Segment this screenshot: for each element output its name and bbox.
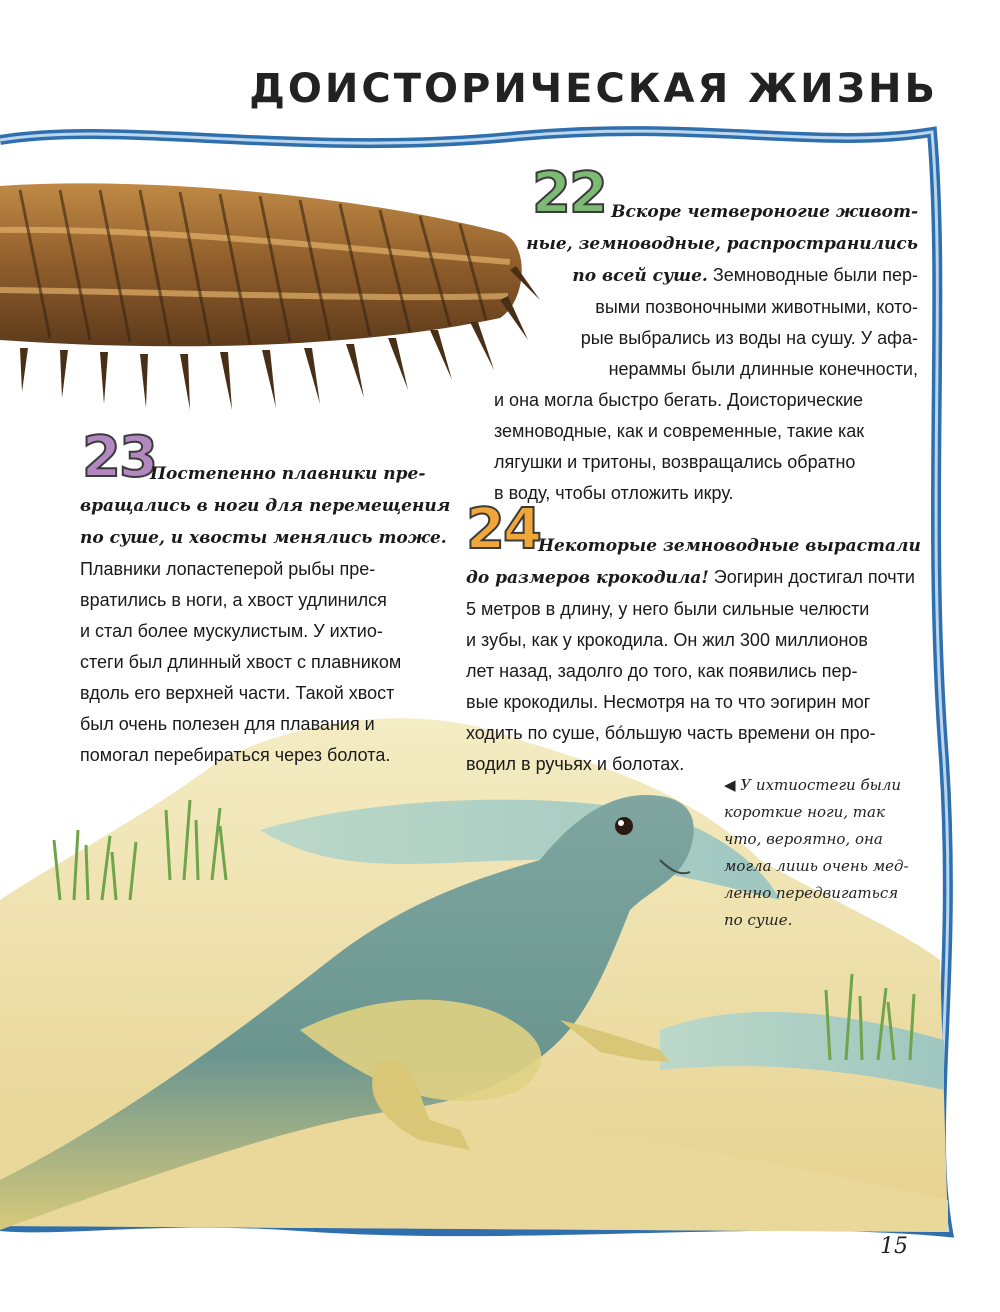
fact-line: помогал перебираться через болота.	[80, 745, 391, 765]
fact-line: вые крокодилы. Несмотря на то что эогирин мог	[466, 692, 871, 712]
fact-line: стеги был длинный хвост с плавником	[80, 652, 402, 672]
fact-24-number: 24	[466, 497, 540, 562]
fact-24-text	[466, 530, 926, 780]
caption-line: что, вероятно, она	[724, 830, 883, 848]
fact-line: по суше, и хвосты менялись тоже.	[80, 528, 447, 548]
fact-line: земноводные, как и современные, такие как	[494, 421, 865, 441]
fact-line: в воду, чтобы отложить икру.	[494, 483, 734, 503]
illustration-caption	[724, 772, 909, 934]
fact-line: до размеров крокодила! Эогирин достигал почти	[466, 567, 915, 588]
millipede-illustration	[0, 183, 540, 410]
fact-line: вратились в ноги, а хвост удлинился	[80, 590, 387, 610]
caption-line: ◀ У ихтиостеги были	[724, 776, 902, 794]
fact-line: нераммы были длинные конечности,	[608, 359, 918, 379]
fact-23-number: 23	[82, 425, 156, 490]
fact-line: рые выбрались из воды на сушу. У афа-	[580, 328, 918, 348]
fact-line: вращались в ноги для перемещения	[80, 496, 451, 516]
fact-line: Вскоре четвероногие живот-	[611, 202, 918, 222]
section-title: ДОИСТОРИЧЕСКАЯ ЖИЗНЬ	[249, 66, 938, 112]
fact-line: и она могла быстро бегать. Доисторические	[494, 390, 864, 410]
caption-line: по суше.	[724, 911, 793, 929]
fact-line: Постепенно плавники пре-	[150, 464, 426, 484]
page-number: 15	[880, 1234, 908, 1259]
fact-line: и зубы, как у крокодила. Он жил 300 миллионов	[466, 630, 868, 650]
fact-line: лягушки и тритоны, возвращались обратно	[494, 452, 856, 472]
fact-line: лет назад, задолго до того, как появились пер-	[466, 661, 858, 681]
fact-line: выми позвоночными животными, кото-	[595, 297, 918, 317]
fact-line: ные, земноводные, распространились	[526, 234, 918, 254]
fact-line: ходить по суше, бóльшую часть времени он про-	[466, 723, 876, 743]
fact-line: и стал более мускулистым. У ихтио-	[80, 621, 383, 641]
fact-line: 5 метров в длину, у него были сильные челюсти	[466, 599, 870, 619]
fact-line: водил в ручьях и болотах.	[466, 754, 685, 774]
fact-line: Некоторые земноводные вырастали	[538, 536, 921, 556]
fact-22-number: 22	[532, 161, 606, 226]
fact-23-text	[80, 458, 451, 771]
fact-line: вдоль его верхней части. Такой хвост	[80, 683, 395, 703]
fact-line: по всей суше. Земноводные были пер-	[572, 265, 918, 286]
caption-line: ленно передвигаться	[724, 884, 899, 902]
fact-line: был очень полезен для плавания и	[80, 714, 375, 734]
fact-22-text	[468, 196, 918, 509]
caption-line: могла лишь очень мед-	[724, 857, 909, 875]
caption-line: короткие ноги, так	[724, 803, 885, 821]
fact-line: Плавники лопастеперой рыбы пре-	[80, 559, 376, 579]
